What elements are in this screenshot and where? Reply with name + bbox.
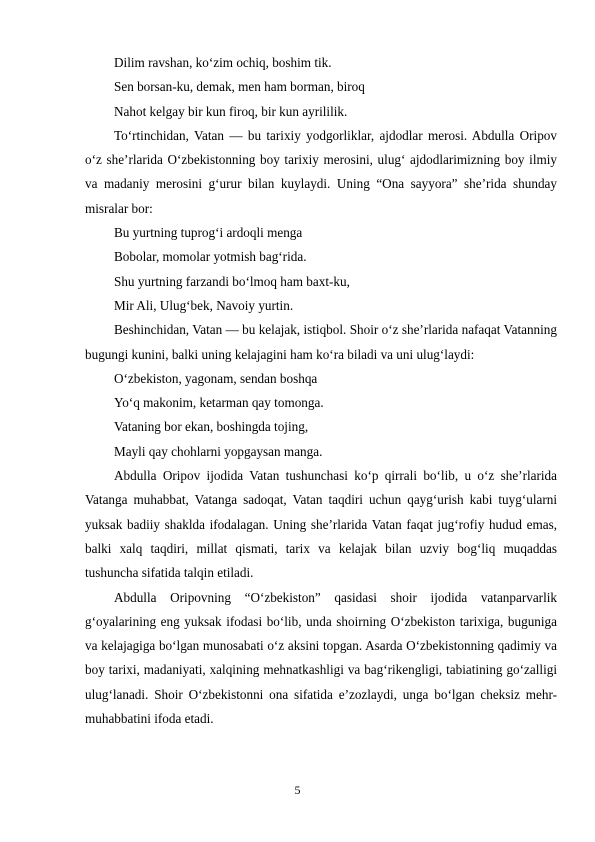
verse-line: Bobolar, momolar yotmish bag‘rida. [114, 249, 307, 265]
page-number: 5 [294, 783, 301, 797]
verse-line: Mayli qay chohlarni yopgaysan manga. [114, 443, 323, 459]
paragraph: Abdulla Oripov ijodida Vatan tushunchasi ko‘p qirrali bo‘lib, u o‘z she’rlarida Vatanga muhabbat, Vatanga sadoqat, Vatan taqdiri uchun qayg‘urish kabi tuyg‘ularni yuksak badiiy shaklda ifodalagan. Uning she’rlarida Vatan faqat jug‘rofiy hudud emas, balki xalq taqdiri, millat qismati, tarix va kelajak bilan uzviy bog‘liq muqaddas tushuncha sifatida talqin etiladi. [85, 468, 557, 581]
paragraph: To‘rtinchidan, Vatan — bu tarixiy yodgorliklar, ajdodlar merosi. Abdulla Oripov o‘z she’rlarida O‘zbekistonning boy tarixiy merosini, ulug‘ ajdodlarimizning boy ilmiy va madaniy merosini g‘urur bilan kuylaydi. Uning “Ona sayyora” she’rida shunday misralar bor: [85, 127, 557, 216]
document-page [85, 51, 557, 731]
verse-line: Mir Ali, Ulug‘bek, Navoiy yurtin. [114, 297, 294, 313]
verse-line: Shu yurtning farzandi bo‘lmoq ham baxt-ku, [114, 273, 350, 289]
paragraph: Beshinchidan, Vatan — bu kelajak, istiqbol. Shoir o‘z she’rlarida nafaqat Vatanning bugungi kunini, balki uning kelajagini ham ko‘ra biladi va uni ulug‘laydi: [85, 322, 557, 362]
verse-line: O‘zbekiston, yagonam, sendan boshqa [114, 370, 318, 386]
verse-line: Dilim ravshan, ko‘zim ochiq, boshim tik. [114, 55, 332, 70]
verse-line: Yo‘q makonim, ketarman qay tomonga. [114, 395, 324, 411]
verse-line: Nahot kelgay bir kun firoq, bir kun ayrililik. [114, 103, 348, 119]
paragraph: Abdulla Oripovning “O‘zbekiston” qasidasi shoir ijodida vatanparvarlik g‘oyalarining eng yuksak ifodasi bo‘lib, unda shoirning O‘zbekiston tarixiga, buguniga va kelajagiga bo‘lgan munosabati o‘z aksini topgan. Asarda O‘zbekistonning qadimiy va boy tarixi, madaniyati, xalqining mehnatkashligi va bag‘rikengligi, tabiatining go‘zalligi ulug‘lanadi. Shoir O‘zbekistonni ona sifatida e’zozlaydi, unga bo‘lgan cheksiz mehr-muhabbatini ifoda etadi. [85, 589, 557, 727]
verse-line: Vataning bor ekan, boshingda tojing, [114, 419, 309, 435]
verse-line: Bu yurtning tuprog‘i ardoqli menga [114, 225, 303, 241]
verse-line: Sen borsan-ku, demak, men ham borman, biroq [114, 79, 365, 95]
